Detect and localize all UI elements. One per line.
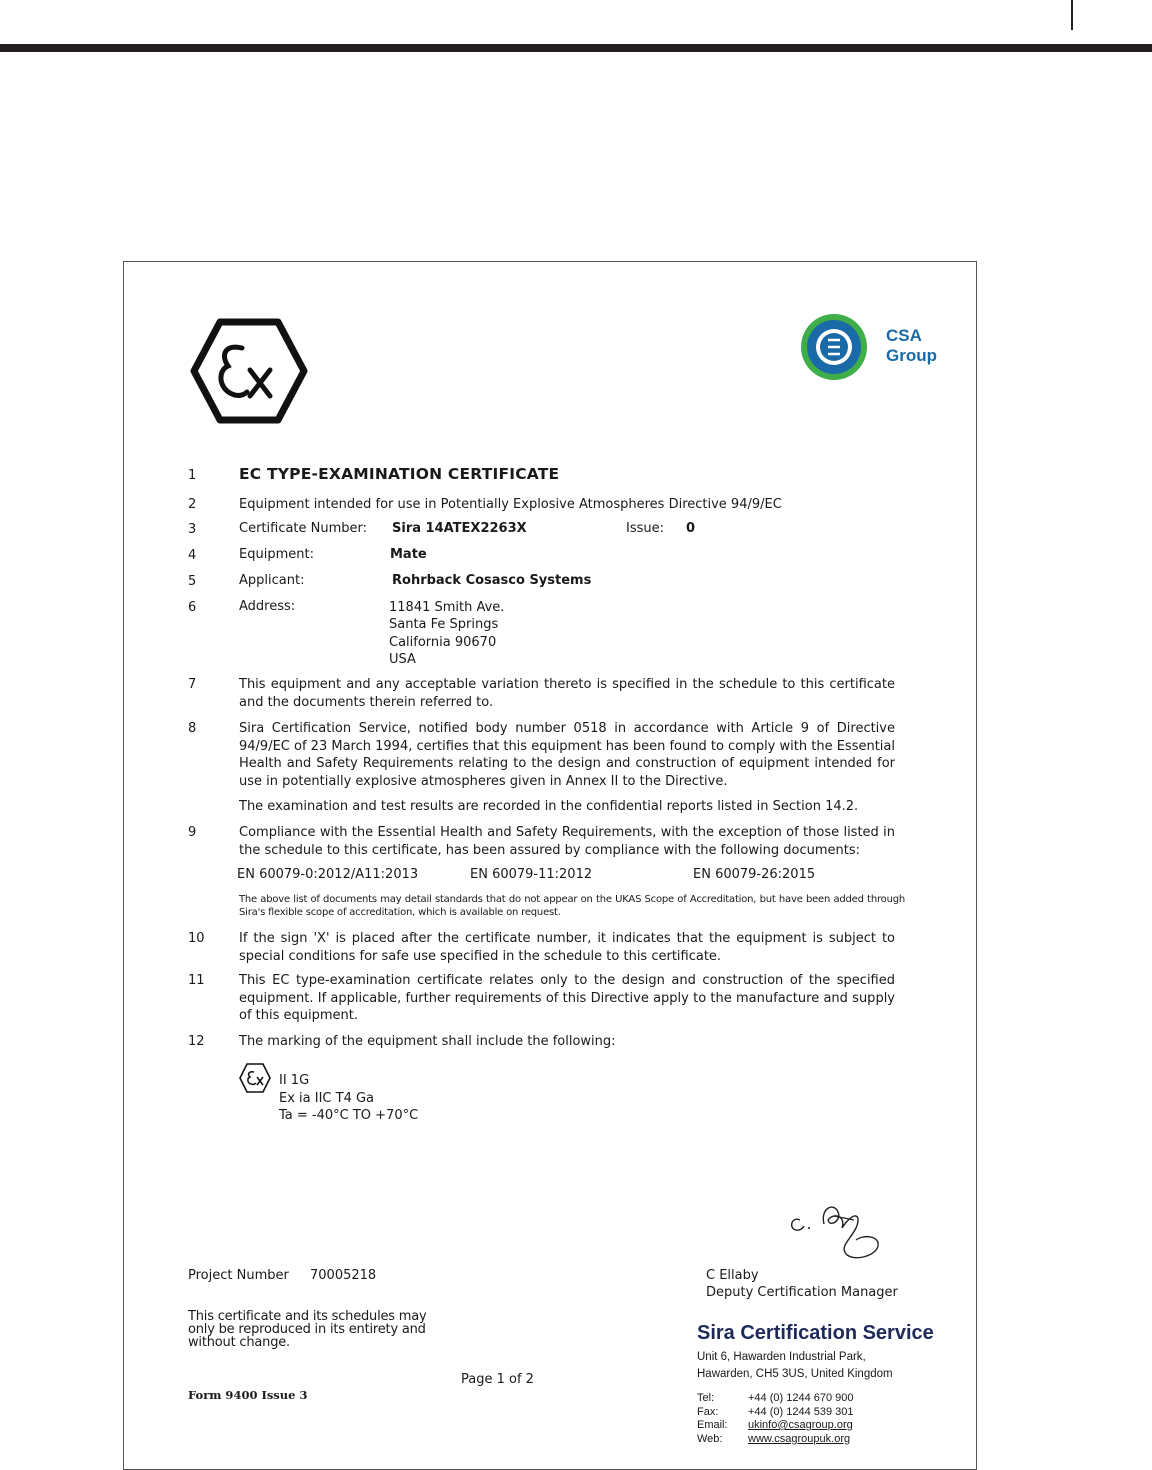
issue-label: Issue: (626, 521, 664, 536)
address-line: 11841 Smith Ave. (389, 600, 505, 615)
csa-wordmark: CSA Group (886, 326, 937, 365)
section-12-text: The marking of the equipment shall include the following: (239, 1034, 616, 1049)
certificate-title: EC TYPE-EXAMINATION CERTIFICATE (239, 465, 560, 483)
csa-emblem-icon (797, 310, 877, 384)
applicant-value: Rohrback Cosasco Systems (392, 573, 592, 588)
cert-number-label: Certificate Number: (239, 521, 368, 536)
directive-line: Equipment intended for use in Potentially Explosive Atmospheres Directive 94/9/EC (239, 497, 782, 512)
section-number: 10 (188, 931, 205, 946)
csa-group-logo (797, 310, 937, 384)
signature (784, 1198, 894, 1262)
section-11-text: This EC type-examination certificate relates only to the design and construction of the specified equipment. If applicable, further requirements of this Directive apply to the manufacture and supply of this equipment. (239, 973, 895, 1023)
section-number: 12 (188, 1034, 205, 1049)
address-line: California 90670 (389, 634, 497, 650)
header-rule (0, 44, 1152, 52)
sira-address (697, 1349, 893, 1383)
address-line: Hawarden, CH5 3US, United Kingdom (697, 1368, 893, 1380)
address-block (389, 599, 504, 668)
section-7-text: This equipment and any acceptable variation thereto is specified in the schedule to this certificate and the documents therein referred to. (239, 677, 895, 710)
section-number: 9 (188, 825, 197, 840)
certificate-page (123, 261, 977, 1470)
equipment-label: Equipment: (239, 547, 314, 562)
address-line: USA (389, 651, 416, 667)
applicant-label: Applicant: (239, 573, 305, 588)
equipment-marking (279, 1072, 418, 1125)
page-number: Page 1 of 2 (461, 1372, 534, 1387)
section-9-text: Compliance with the Essential Health and Safety Requirements, with the exception of those listed in the schedule to this certificate, has been assured by compliance with the following documents: (239, 825, 895, 858)
section-number: 8 (188, 721, 197, 736)
section-number: 5 (188, 574, 197, 589)
standards-note: The above list of documents may detail standards that do not appear on the UKAS Scope of Accreditation, but have been added through Sira's flexible scope of accreditation, which is available on request. (239, 894, 905, 918)
project-number-value: 70005218 (310, 1268, 377, 1283)
section-8-extra: The examination and test results are recorded in the confidential reports listed in Section 14.2. (239, 799, 859, 814)
equipment-value: Mate (390, 547, 427, 562)
reproduction-note: This certificate and its schedules may only be reproduced in its entirety and without change. (188, 1309, 427, 1350)
tel-label: Tel: (697, 1392, 715, 1404)
web-label: Web: (697, 1432, 723, 1445)
section-number: 2 (188, 497, 197, 512)
section-number: 6 (188, 600, 197, 615)
header-tick (1071, 0, 1073, 30)
address-label: Address: (239, 599, 296, 614)
section-8-text: Sira Certification Service, notified body number 0518 in accordance with Article 9 of Directive 94/9/EC of 23 March 1994, certifies that this equipment has been found to comply with the Essential Health and Safety Requirements relating to the design and construction of equipment intended for use in potentially explosive atmospheres given in Annex II to the Directive. (239, 721, 895, 789)
sira-org-name: Sira Certification Service (697, 1322, 934, 1344)
section-number: 4 (188, 548, 197, 563)
email-link[interactable]: ukinfo@csagroup.org (748, 1419, 853, 1431)
ex-marking-icon (238, 1062, 272, 1094)
tel-value: +44 (0) 1244 670 900 (748, 1392, 854, 1404)
section-number: 7 (188, 677, 197, 692)
fax-value: +44 (0) 1244 539 301 (748, 1405, 854, 1418)
section-number: 11 (188, 973, 205, 988)
fax-label: Fax: (697, 1405, 719, 1418)
standard-item: EN 60079-0:2012/A11:2013 (237, 867, 419, 882)
section-number: 1 (188, 468, 197, 483)
section-number: 3 (188, 522, 197, 537)
web-link[interactable]: www.csagroupuk.org (748, 1432, 851, 1445)
project-number-label: Project Number (188, 1268, 289, 1283)
marking-line: II 1G (279, 1073, 310, 1088)
contact-block (697, 1392, 854, 1446)
form-number: Form 9400 Issue 3 (188, 1388, 308, 1402)
marking-line: Ta = -40°C TO +70°C (279, 1108, 419, 1123)
marking-line: Ex ia IIC T4 Ga (279, 1090, 375, 1106)
cert-number-value: Sira 14ATEX2263X (392, 521, 527, 536)
ex-hexagon-logo (190, 318, 308, 424)
address-line: Santa Fe Springs (389, 617, 499, 633)
standard-item: EN 60079-26:2015 (693, 867, 816, 882)
signatory-name: C Ellaby (706, 1268, 759, 1283)
address-line: Unit 6, Hawarden Industrial Park, (697, 1351, 866, 1363)
signatory-title: Deputy Certification Manager (706, 1285, 898, 1300)
issue-value: 0 (686, 521, 696, 536)
section-10-text: If the sign 'X' is placed after the certificate number, it indicates that the equipment is subject to special conditions for safe use specified in the schedule to this certificate. (239, 931, 895, 964)
email-label: Email: (697, 1419, 728, 1431)
standard-item: EN 60079-11:2012 (470, 867, 593, 882)
